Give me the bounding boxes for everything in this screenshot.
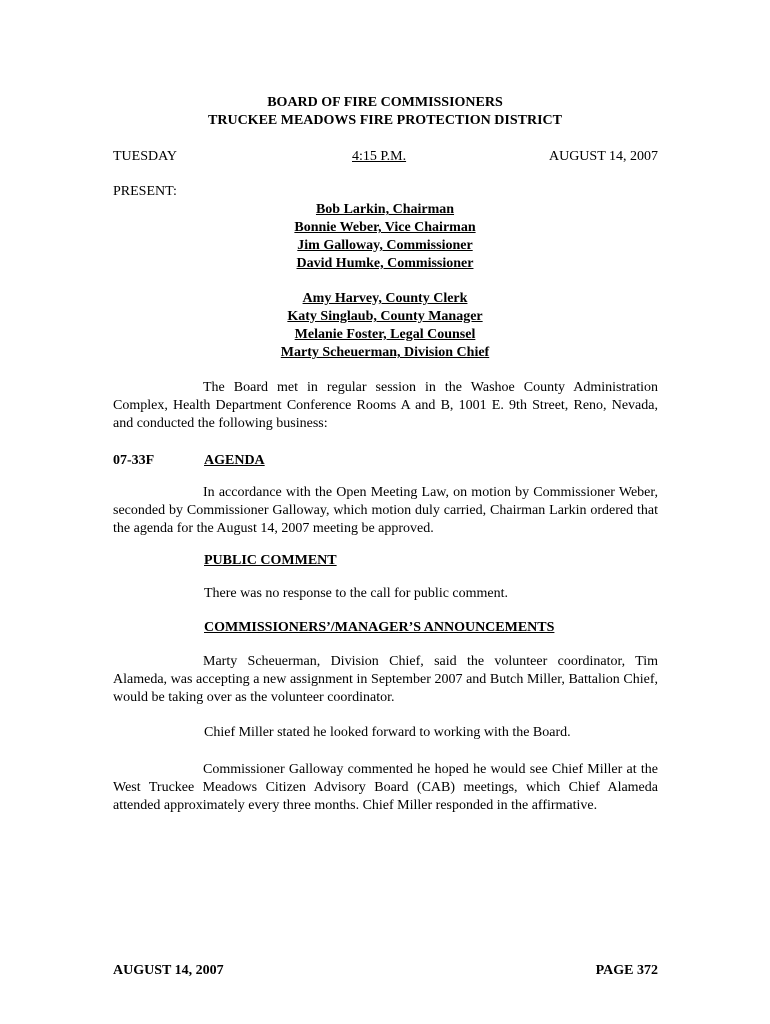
title-line-2: TRUCKEE MEADOWS FIRE PROTECTION DISTRICT <box>208 113 562 128</box>
footer-page-number: PAGE 372 <box>595 963 658 978</box>
footer-date: AUGUST 14, 2007 <box>113 963 224 978</box>
item-number: 07-33F <box>113 453 155 468</box>
intro-paragraph: The Board met in regular session in the Washoe County Administration Complex, Health Department Conference Rooms A and B, 1001 E. 9th Street, Reno, Nevada, and conducted the following business: <box>113 380 658 431</box>
present-label: PRESENT: <box>113 184 177 199</box>
attendee-staff: Katy Singlaub, County Manager <box>287 309 483 324</box>
attendee-staff: Marty Scheuerman, Division Chief <box>280 345 490 360</box>
attendee-staff: Melanie Foster, Legal Counsel <box>294 327 476 342</box>
attendee-commissioner: Bob Larkin, Chairman <box>315 202 455 217</box>
attendee-commissioner: Bonnie Weber, Vice Chairman <box>294 220 476 235</box>
announcement-paragraph: Chief Miller stated he looked forward to working with the Board. <box>204 725 571 740</box>
meeting-date: AUGUST 14, 2007 <box>548 149 658 164</box>
attendee-commissioner: David Humke, Commissioner <box>296 256 474 271</box>
attendee-staff: Amy Harvey, County Clerk <box>302 291 468 306</box>
announcement-paragraph: Marty Scheuerman, Division Chief, said the volunteer coordinator, Tim Alameda, was accepting a new assignment in September 2007 and Butch Miller, Battalion Chief, would be taking over as the volunteer coordinator. <box>113 654 658 705</box>
agenda-paragraph: In accordance with the Open Meeting Law, on motion by Commissioner Weber, seconded by Commissioner Galloway, which motion duly carried, Chairman Larkin ordered that the agenda for the August 14, 2007 meeting be approved. <box>113 485 658 536</box>
title-line-1: BOARD OF FIRE COMMISSIONERS <box>267 95 503 110</box>
public-comment-text: There was no response to the call for public comment. <box>204 586 509 601</box>
announcements-heading: COMMISSIONERS’/MANAGER’S ANNOUNCEMENTS <box>204 620 555 635</box>
announcement-paragraph: Commissioner Galloway commented he hoped he would see Chief Miller at the West Truckee Meadows Citizen Advisory Board (CAB) meetings, which Chief Alameda attended approximately every three months. Chief Miller responded in the affirmative. <box>113 762 658 813</box>
attendee-commissioner: Jim Galloway, Commissioner <box>297 238 473 253</box>
meeting-time: 4:15 P.M. <box>352 149 407 164</box>
public-comment-heading: PUBLIC COMMENT <box>204 553 337 568</box>
item-title: AGENDA <box>204 453 265 468</box>
meeting-day: TUESDAY <box>113 149 178 164</box>
